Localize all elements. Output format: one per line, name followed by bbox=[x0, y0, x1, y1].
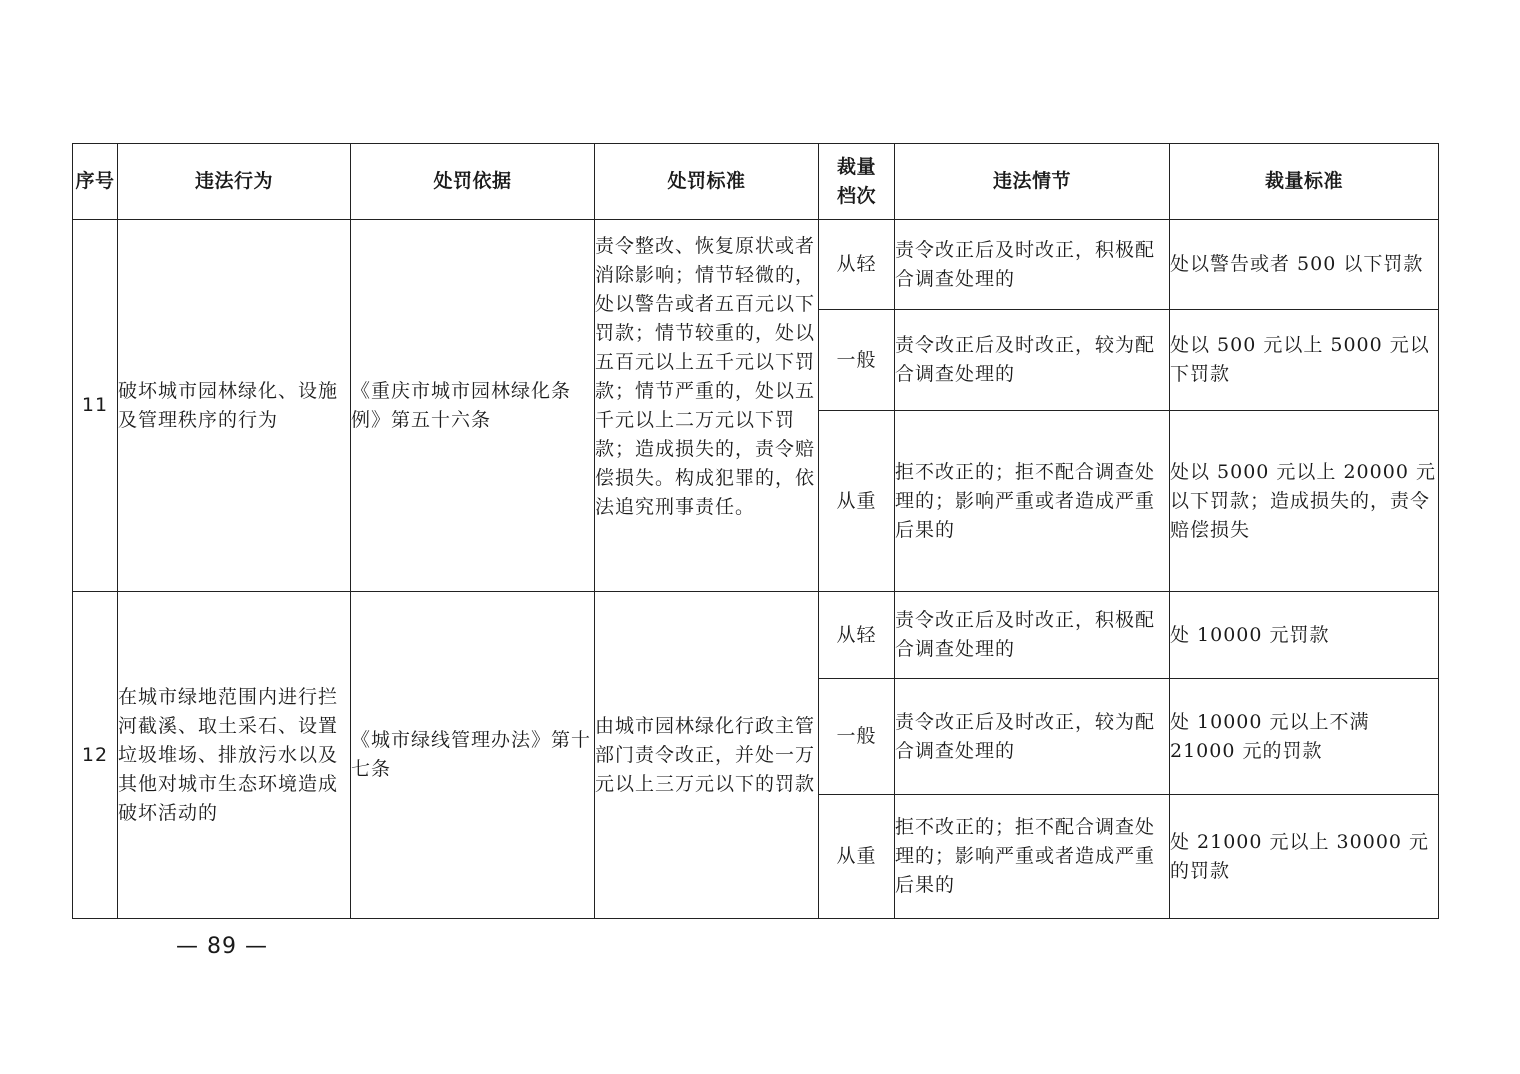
row-discretion: 处 10000 元罚款 bbox=[1170, 592, 1439, 679]
table-row bbox=[73, 592, 1439, 679]
header-basis: 处罚依据 bbox=[351, 144, 595, 220]
row-circumstance: 拒不改正的；拒不配合调查处理的；影响严重或者造成严重后果的 bbox=[895, 795, 1170, 919]
discretion-table bbox=[72, 143, 1439, 919]
page-number: — 89 — bbox=[176, 934, 268, 959]
header-circumstance: 违法情节 bbox=[895, 144, 1170, 220]
row-discretion: 处以 500 元以上 5000 元以下罚款 bbox=[1170, 310, 1439, 411]
row-basis: 《重庆市城市园林绿化条例》第五十六条 bbox=[351, 220, 595, 592]
row-discretion: 处 10000 元以上不满 21000 元的罚款 bbox=[1170, 679, 1439, 795]
header-standard: 处罚标准 bbox=[595, 144, 819, 220]
row-discretion: 处以警告或者 500 以下罚款 bbox=[1170, 220, 1439, 310]
row-level: 从重 bbox=[819, 795, 895, 919]
row-standard: 责令整改、恢复原状或者消除影响；情节轻微的，处以警告或者五百元以下罚款；情节较重的，处以五百元以上五千元以下罚款；情节严重的，处以五千元以上二万元以下罚款；造成损失的，责令赔偿损失。构成犯罪的，依法追究刑事责任。 bbox=[595, 220, 819, 592]
row-level: 从轻 bbox=[819, 220, 895, 310]
row-circumstance: 责令改正后及时改正，较为配合调查处理的 bbox=[895, 310, 1170, 411]
table-row bbox=[73, 220, 1439, 310]
header-seq: 序号 bbox=[73, 144, 118, 220]
row-seq: 11 bbox=[73, 220, 118, 592]
row-circumstance: 责令改正后及时改正，较为配合调查处理的 bbox=[895, 679, 1170, 795]
header-level: 裁量档次 bbox=[819, 144, 895, 220]
header-act: 违法行为 bbox=[118, 144, 351, 220]
row-circumstance: 责令改正后及时改正，积极配合调查处理的 bbox=[895, 592, 1170, 679]
row-level: 从重 bbox=[819, 411, 895, 592]
row-act: 破坏城市园林绿化、设施及管理秩序的行为 bbox=[118, 220, 351, 592]
row-act: 在城市绿地范围内进行拦河截溪、取土采石、设置垃圾堆场、排放污水以及其他对城市生态环境造成破坏活动的 bbox=[118, 592, 351, 919]
header-discretion: 裁量标准 bbox=[1170, 144, 1439, 220]
row-circumstance: 责令改正后及时改正，积极配合调查处理的 bbox=[895, 220, 1170, 310]
row-level: 一般 bbox=[819, 679, 895, 795]
row-level: 一般 bbox=[819, 310, 895, 411]
row-discretion: 处 21000 元以上 30000 元的罚款 bbox=[1170, 795, 1439, 919]
row-level: 从轻 bbox=[819, 592, 895, 679]
row-standard: 由城市园林绿化行政主管部门责令改正，并处一万元以上三万元以下的罚款 bbox=[595, 592, 819, 919]
row-basis: 《城市绿线管理办法》第十七条 bbox=[351, 592, 595, 919]
row-discretion: 处以 5000 元以上 20000 元以下罚款；造成损失的，责令赔偿损失 bbox=[1170, 411, 1439, 592]
row-seq: 12 bbox=[73, 592, 118, 919]
row-circumstance: 拒不改正的；拒不配合调查处理的；影响严重或者造成严重后果的 bbox=[895, 411, 1170, 592]
header-row bbox=[73, 144, 1439, 220]
